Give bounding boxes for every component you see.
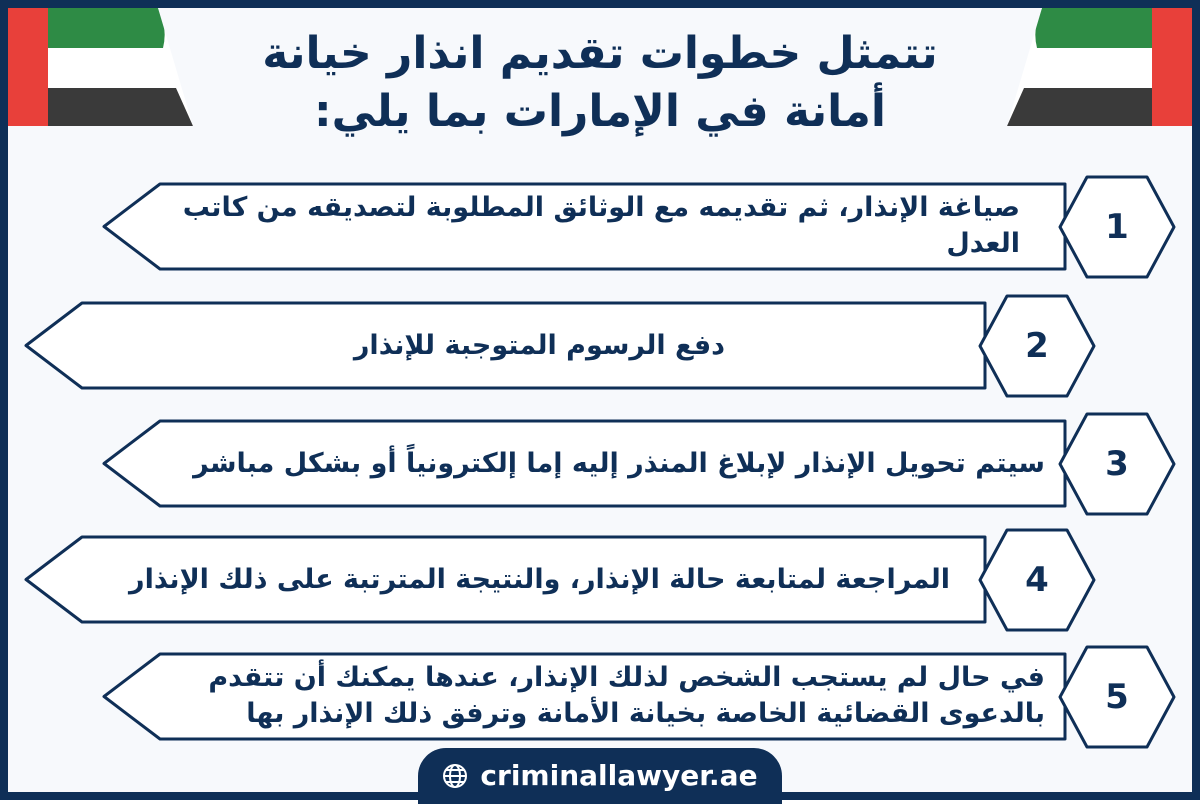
title-line-2: أمانة في الإمارات بما يلي: [313, 86, 887, 137]
website-url[interactable]: criminallawyer.ae [480, 759, 758, 792]
website-footer[interactable] [418, 748, 782, 804]
step-5-number: 5 [1105, 677, 1129, 717]
step-3-text: سيتم تحويل الإنذار لإبلاغ المنذر إليه إما إلكترونياً أو بشكل مباشر [193, 448, 1045, 479]
step-2-text: دفع الرسوم المتوجبة للإنذار [353, 330, 725, 361]
globe-icon [442, 763, 468, 789]
step-1-number: 1 [1105, 207, 1129, 247]
step-1-text: صياغة الإنذار، ثم تقديمه مع الوثائق المطلوبة لتصديقه من كاتب العدل [182, 192, 1020, 259]
step-4-text: المراجعة لمتابعة حالة الإنذار، والنتيجة المترتبة على ذلك الإنذار [129, 564, 950, 595]
title-line-1: تتمثل خطوات تقديم انذار خيانة [262, 28, 938, 79]
step-4-number: 4 [1025, 560, 1049, 600]
step-3-number: 3 [1105, 444, 1129, 484]
step-2-number: 2 [1025, 326, 1049, 366]
step-5-text: في حال لم يستجب الشخص لذلك الإنذار، عندها يمكنك أن تتقدم بالدعوى القضائية الخاصة بخيانة الأمانة وترفق ذلك الإنذار بها [208, 662, 1045, 729]
